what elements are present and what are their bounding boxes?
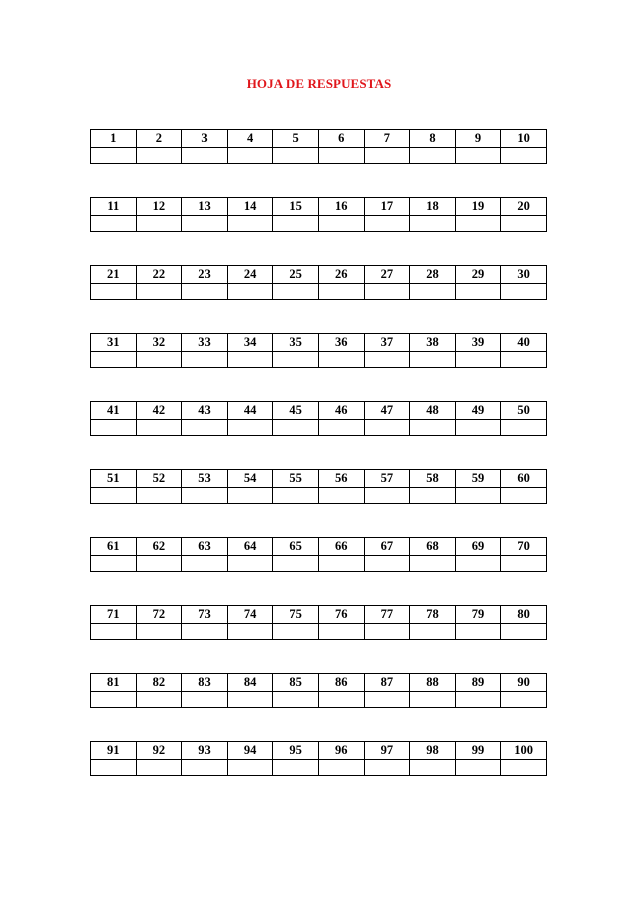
answer-cell[interactable] xyxy=(273,216,319,232)
answer-row xyxy=(91,420,547,436)
question-number-cell: 42 xyxy=(136,402,182,420)
question-number-cell: 91 xyxy=(91,742,137,760)
answer-cell[interactable] xyxy=(91,692,137,708)
answer-cell[interactable] xyxy=(136,556,182,572)
answer-row xyxy=(91,284,547,300)
question-number-cell: 95 xyxy=(273,742,319,760)
answer-cell[interactable] xyxy=(318,692,364,708)
question-number-cell: 100 xyxy=(501,742,547,760)
answer-block xyxy=(90,401,547,436)
question-number-cell: 76 xyxy=(318,606,364,624)
answer-cell[interactable] xyxy=(227,216,273,232)
answer-cell[interactable] xyxy=(455,760,501,776)
question-number-cell: 13 xyxy=(182,198,228,216)
question-number-cell: 8 xyxy=(410,130,456,148)
answer-block xyxy=(90,741,547,776)
answer-cell[interactable] xyxy=(182,148,228,164)
question-number-cell: 52 xyxy=(136,470,182,488)
answer-cell[interactable] xyxy=(501,556,547,572)
answer-cell[interactable] xyxy=(182,760,228,776)
answer-cell[interactable] xyxy=(410,760,456,776)
answer-cell[interactable] xyxy=(136,148,182,164)
answer-cell[interactable] xyxy=(318,352,364,368)
question-number-cell: 10 xyxy=(501,130,547,148)
question-number-row xyxy=(91,538,547,556)
answer-block xyxy=(90,129,547,164)
question-number-row xyxy=(91,402,547,420)
answer-cell[interactable] xyxy=(182,488,228,504)
question-number-cell: 77 xyxy=(364,606,410,624)
answer-cell[interactable] xyxy=(318,216,364,232)
question-number-cell: 64 xyxy=(227,538,273,556)
question-number-cell: 89 xyxy=(455,674,501,692)
answer-cell[interactable] xyxy=(364,760,410,776)
answer-cell[interactable] xyxy=(273,352,319,368)
answer-cell[interactable] xyxy=(227,420,273,436)
answer-cell[interactable] xyxy=(91,556,137,572)
question-number-cell: 30 xyxy=(501,266,547,284)
question-number-cell: 47 xyxy=(364,402,410,420)
question-number-cell: 38 xyxy=(410,334,456,352)
answer-cell[interactable] xyxy=(455,284,501,300)
question-number-row xyxy=(91,198,547,216)
question-number-cell: 54 xyxy=(227,470,273,488)
answer-cell[interactable] xyxy=(227,624,273,640)
answer-sheet xyxy=(90,129,547,809)
question-number-cell: 53 xyxy=(182,470,228,488)
question-number-cell: 96 xyxy=(318,742,364,760)
question-number-cell: 70 xyxy=(501,538,547,556)
question-number-row xyxy=(91,470,547,488)
question-number-cell: 27 xyxy=(364,266,410,284)
question-number-cell: 7 xyxy=(364,130,410,148)
answer-block xyxy=(90,537,547,572)
answer-row xyxy=(91,624,547,640)
question-number-cell: 37 xyxy=(364,334,410,352)
question-number-cell: 4 xyxy=(227,130,273,148)
answer-cell[interactable] xyxy=(318,488,364,504)
question-number-cell: 32 xyxy=(136,334,182,352)
question-number-cell: 29 xyxy=(455,266,501,284)
question-number-cell: 92 xyxy=(136,742,182,760)
question-number-cell: 56 xyxy=(318,470,364,488)
answer-cell[interactable] xyxy=(318,624,364,640)
question-number-cell: 33 xyxy=(182,334,228,352)
question-number-cell: 18 xyxy=(410,198,456,216)
question-number-cell: 90 xyxy=(501,674,547,692)
question-number-cell: 1 xyxy=(91,130,137,148)
question-number-cell: 19 xyxy=(455,198,501,216)
answer-cell[interactable] xyxy=(410,216,456,232)
question-number-cell: 82 xyxy=(136,674,182,692)
question-number-cell: 2 xyxy=(136,130,182,148)
question-number-row xyxy=(91,334,547,352)
answer-cell[interactable] xyxy=(410,148,456,164)
question-number-cell: 15 xyxy=(273,198,319,216)
question-number-cell: 58 xyxy=(410,470,456,488)
answer-cell[interactable] xyxy=(227,556,273,572)
answer-cell[interactable] xyxy=(182,692,228,708)
answer-cell[interactable] xyxy=(410,284,456,300)
question-number-cell: 85 xyxy=(273,674,319,692)
answer-cell[interactable] xyxy=(501,420,547,436)
answer-cell[interactable] xyxy=(91,284,137,300)
answer-cell[interactable] xyxy=(410,488,456,504)
answer-cell[interactable] xyxy=(364,624,410,640)
answer-block xyxy=(90,197,547,232)
question-number-cell: 43 xyxy=(182,402,228,420)
question-number-cell: 97 xyxy=(364,742,410,760)
answer-cell[interactable] xyxy=(364,148,410,164)
answer-cell[interactable] xyxy=(455,352,501,368)
question-number-cell: 41 xyxy=(91,402,137,420)
answer-cell[interactable] xyxy=(501,624,547,640)
question-number-cell: 22 xyxy=(136,266,182,284)
answer-cell[interactable] xyxy=(455,420,501,436)
question-number-cell: 87 xyxy=(364,674,410,692)
question-number-cell: 45 xyxy=(273,402,319,420)
answer-cell[interactable] xyxy=(91,488,137,504)
answer-cell[interactable] xyxy=(364,420,410,436)
question-number-row xyxy=(91,266,547,284)
question-number-cell: 78 xyxy=(410,606,456,624)
answer-cell[interactable] xyxy=(364,216,410,232)
question-number-cell: 49 xyxy=(455,402,501,420)
question-number-cell: 23 xyxy=(182,266,228,284)
answer-cell[interactable] xyxy=(501,216,547,232)
answer-cell[interactable] xyxy=(318,420,364,436)
answer-cell[interactable] xyxy=(455,692,501,708)
question-number-cell: 20 xyxy=(501,198,547,216)
answer-cell[interactable] xyxy=(227,148,273,164)
question-number-cell: 44 xyxy=(227,402,273,420)
question-number-cell: 83 xyxy=(182,674,228,692)
answer-cell[interactable] xyxy=(410,624,456,640)
question-number-cell: 62 xyxy=(136,538,182,556)
question-number-cell: 50 xyxy=(501,402,547,420)
question-number-cell: 26 xyxy=(318,266,364,284)
answer-cell[interactable] xyxy=(455,216,501,232)
answer-cell[interactable] xyxy=(364,556,410,572)
question-number-cell: 48 xyxy=(410,402,456,420)
question-number-cell: 17 xyxy=(364,198,410,216)
answer-cell[interactable] xyxy=(273,284,319,300)
question-number-cell: 35 xyxy=(273,334,319,352)
answer-cell[interactable] xyxy=(91,760,137,776)
question-number-cell: 66 xyxy=(318,538,364,556)
question-number-cell: 12 xyxy=(136,198,182,216)
answer-cell[interactable] xyxy=(501,692,547,708)
question-number-cell: 34 xyxy=(227,334,273,352)
question-number-cell: 68 xyxy=(410,538,456,556)
question-number-cell: 69 xyxy=(455,538,501,556)
answer-cell[interactable] xyxy=(501,284,547,300)
question-number-cell: 60 xyxy=(501,470,547,488)
question-number-cell: 40 xyxy=(501,334,547,352)
answer-cell[interactable] xyxy=(136,692,182,708)
answer-cell[interactable] xyxy=(364,692,410,708)
answer-row xyxy=(91,148,547,164)
answer-cell[interactable] xyxy=(318,556,364,572)
answer-cell[interactable] xyxy=(182,216,228,232)
answer-cell[interactable] xyxy=(182,420,228,436)
answer-cell[interactable] xyxy=(227,488,273,504)
answer-cell[interactable] xyxy=(410,352,456,368)
answer-cell[interactable] xyxy=(136,284,182,300)
question-number-cell: 14 xyxy=(227,198,273,216)
question-number-cell: 75 xyxy=(273,606,319,624)
question-number-cell: 5 xyxy=(273,130,319,148)
answer-cell[interactable] xyxy=(410,692,456,708)
question-number-cell: 61 xyxy=(91,538,137,556)
answer-cell[interactable] xyxy=(455,556,501,572)
answer-cell[interactable] xyxy=(227,284,273,300)
question-number-cell: 55 xyxy=(273,470,319,488)
question-number-cell: 59 xyxy=(455,470,501,488)
question-number-cell: 73 xyxy=(182,606,228,624)
question-number-cell: 79 xyxy=(455,606,501,624)
answer-cell[interactable] xyxy=(501,488,547,504)
answer-block xyxy=(90,605,547,640)
answer-cell[interactable] xyxy=(501,760,547,776)
answer-cell[interactable] xyxy=(273,420,319,436)
answer-cell[interactable] xyxy=(227,760,273,776)
answer-cell[interactable] xyxy=(410,420,456,436)
answer-block xyxy=(90,265,547,300)
answer-row xyxy=(91,760,547,776)
answer-cell[interactable] xyxy=(364,352,410,368)
answer-cell[interactable] xyxy=(273,488,319,504)
answer-cell[interactable] xyxy=(273,624,319,640)
question-number-cell: 3 xyxy=(182,130,228,148)
answer-block xyxy=(90,469,547,504)
question-number-cell: 72 xyxy=(136,606,182,624)
answer-row xyxy=(91,488,547,504)
question-number-cell: 16 xyxy=(318,198,364,216)
answer-cell[interactable] xyxy=(136,488,182,504)
answer-cell[interactable] xyxy=(136,624,182,640)
answer-cell[interactable] xyxy=(501,148,547,164)
answer-cell[interactable] xyxy=(273,148,319,164)
question-number-cell: 24 xyxy=(227,266,273,284)
question-number-row xyxy=(91,130,547,148)
answer-block xyxy=(90,333,547,368)
question-number-cell: 81 xyxy=(91,674,137,692)
answer-cell[interactable] xyxy=(182,624,228,640)
answer-cell[interactable] xyxy=(91,420,137,436)
answer-cell[interactable] xyxy=(91,624,137,640)
question-number-cell: 99 xyxy=(455,742,501,760)
answer-cell[interactable] xyxy=(91,352,137,368)
answer-cell[interactable] xyxy=(364,488,410,504)
question-number-cell: 88 xyxy=(410,674,456,692)
answer-cell[interactable] xyxy=(273,692,319,708)
answer-cell[interactable] xyxy=(227,692,273,708)
question-number-cell: 39 xyxy=(455,334,501,352)
question-number-cell: 36 xyxy=(318,334,364,352)
answer-cell[interactable] xyxy=(273,556,319,572)
question-number-cell: 25 xyxy=(273,266,319,284)
answer-cell[interactable] xyxy=(136,216,182,232)
question-number-cell: 51 xyxy=(91,470,137,488)
answer-cell[interactable] xyxy=(410,556,456,572)
question-number-cell: 9 xyxy=(455,130,501,148)
answer-cell[interactable] xyxy=(227,352,273,368)
answer-cell[interactable] xyxy=(318,148,364,164)
question-number-cell: 21 xyxy=(91,266,137,284)
question-number-cell: 98 xyxy=(410,742,456,760)
answer-cell[interactable] xyxy=(182,352,228,368)
answer-cell[interactable] xyxy=(136,352,182,368)
answer-cell[interactable] xyxy=(91,216,137,232)
question-number-cell: 80 xyxy=(501,606,547,624)
question-number-cell: 63 xyxy=(182,538,228,556)
question-number-row xyxy=(91,674,547,692)
question-number-cell: 46 xyxy=(318,402,364,420)
answer-cell[interactable] xyxy=(136,760,182,776)
question-number-cell: 28 xyxy=(410,266,456,284)
answer-cell[interactable] xyxy=(182,284,228,300)
question-number-cell: 84 xyxy=(227,674,273,692)
answer-row xyxy=(91,556,547,572)
question-number-cell: 67 xyxy=(364,538,410,556)
answer-row xyxy=(91,352,547,368)
answer-cell[interactable] xyxy=(318,760,364,776)
question-number-cell: 93 xyxy=(182,742,228,760)
answer-cell[interactable] xyxy=(318,284,364,300)
answer-cell[interactable] xyxy=(455,488,501,504)
question-number-cell: 86 xyxy=(318,674,364,692)
answer-cell[interactable] xyxy=(455,148,501,164)
answer-cell[interactable] xyxy=(91,148,137,164)
question-number-row xyxy=(91,606,547,624)
question-number-cell: 11 xyxy=(91,198,137,216)
answer-row xyxy=(91,692,547,708)
answer-cell[interactable] xyxy=(273,760,319,776)
answer-row xyxy=(91,216,547,232)
question-number-cell: 71 xyxy=(91,606,137,624)
question-number-cell: 57 xyxy=(364,470,410,488)
question-number-cell: 74 xyxy=(227,606,273,624)
question-number-row xyxy=(91,742,547,760)
answer-cell[interactable] xyxy=(364,284,410,300)
answer-cell[interactable] xyxy=(182,556,228,572)
answer-cell[interactable] xyxy=(136,420,182,436)
page-title: HOJA DE RESPUESTAS xyxy=(246,76,392,91)
question-number-cell: 6 xyxy=(318,130,364,148)
question-number-cell: 65 xyxy=(273,538,319,556)
question-number-cell: 31 xyxy=(91,334,137,352)
answer-cell[interactable] xyxy=(455,624,501,640)
question-number-cell: 94 xyxy=(227,742,273,760)
answer-cell[interactable] xyxy=(501,352,547,368)
answer-block xyxy=(90,673,547,708)
